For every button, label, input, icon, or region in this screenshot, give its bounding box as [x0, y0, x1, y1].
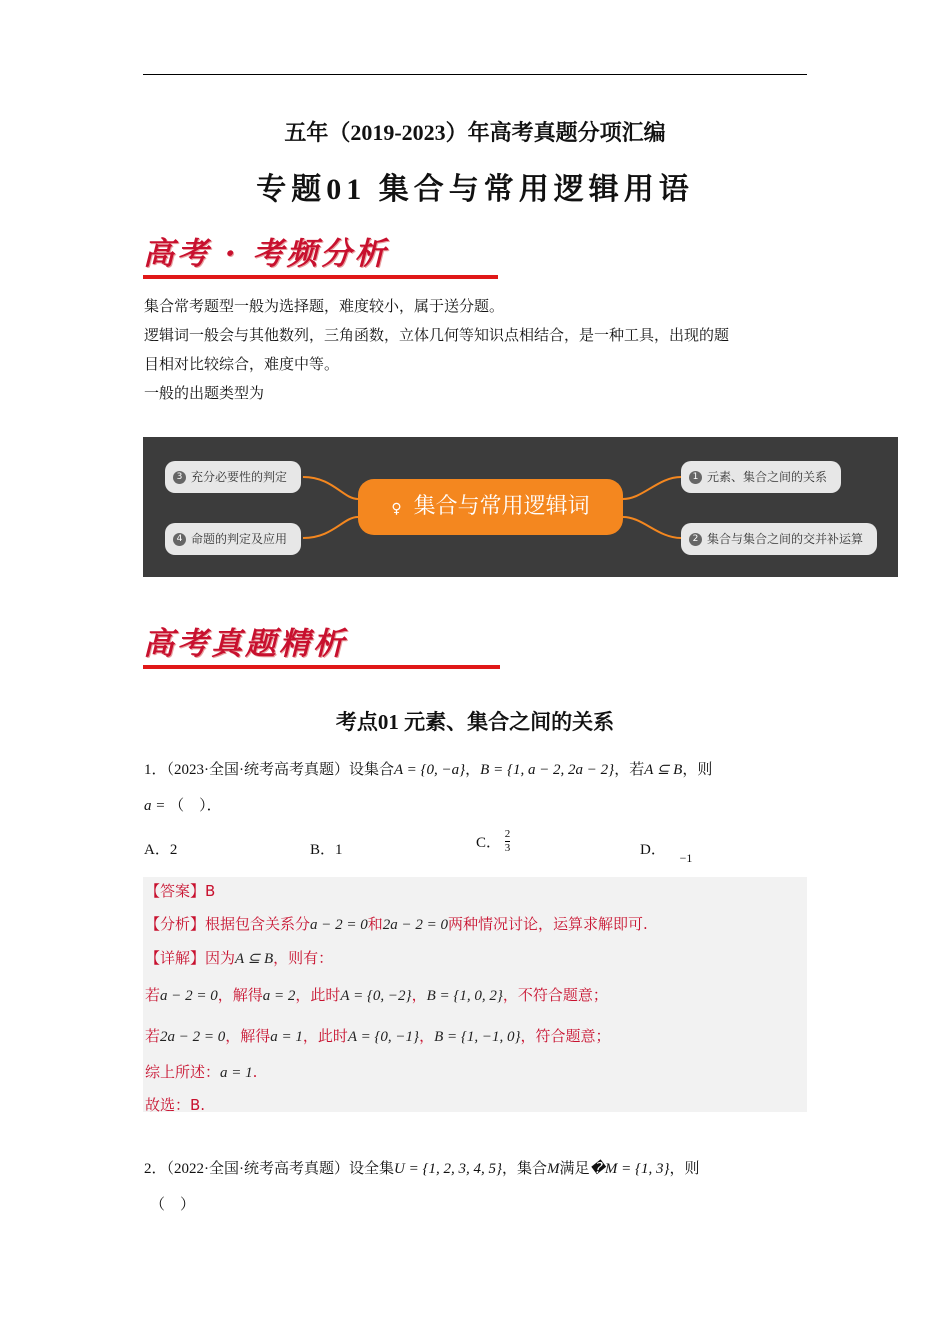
- mindmap: [143, 437, 898, 577]
- intro-line: 集合常考题型一般为选择题，难度较小，属于送分题。: [144, 297, 505, 315]
- answer-text: 故选：B.: [145, 1096, 206, 1114]
- answer-text: 和: [367, 915, 383, 933]
- question-1-line-1: [144, 758, 712, 779]
- intro-line: 一般的出题类型为: [144, 384, 265, 402]
- analysis-line: [145, 913, 648, 934]
- question-text: 1．（2023·全国·统考高考真题）设集合: [144, 762, 394, 778]
- mindmap-node-4: [165, 523, 301, 555]
- lightbulb-icon: ♀: [391, 501, 402, 517]
- intro-line: 目相对比较综合，难度中等。: [144, 355, 340, 373]
- math-expression: B = {1, 0, 2}: [426, 988, 503, 1004]
- section-frequency-label: 高考 · 考频分析: [143, 236, 389, 272]
- answer-text: 【详解】因为: [145, 949, 236, 967]
- question-2-line-2: [150, 1193, 195, 1214]
- section-exam-label: 高考真题精析: [143, 626, 347, 662]
- math-expression: A ⊆ B: [235, 951, 274, 967]
- mindmap-node-2: [681, 523, 877, 555]
- node-label: 元素、集合之间的关系: [707, 470, 828, 484]
- math-expression: M: [546, 1161, 560, 1177]
- question-text: （ ）．: [169, 798, 222, 814]
- node-label: 集合与集合之间的交并补运算: [707, 532, 864, 546]
- question-text: ，: [465, 762, 481, 778]
- option-a: [144, 838, 177, 859]
- option-c: [476, 828, 510, 855]
- node-label: 命题的判定及应用: [191, 532, 288, 546]
- math-expression: 2a − 2 = 0: [160, 1029, 226, 1045]
- answer-text: ，则有：: [273, 949, 334, 967]
- case-2-line: [145, 1025, 611, 1046]
- section-underline: [143, 665, 500, 669]
- answer-text: ，解得: [225, 1027, 271, 1045]
- answer-line: [145, 880, 215, 901]
- node-number-badge: 2: [689, 533, 702, 546]
- answer-text: ，: [411, 986, 427, 1004]
- node-number-badge: 3: [173, 471, 186, 484]
- math-expression: a = 1: [220, 1065, 253, 1081]
- math-expression: a =: [144, 798, 166, 814]
- question-1-line-2: [144, 794, 222, 815]
- answer-text: .: [252, 1063, 258, 1081]
- question-2-line-1: [144, 1157, 700, 1178]
- answer-text: 【答案】B: [145, 882, 216, 900]
- option-d: [640, 838, 693, 865]
- option-label: B．1: [310, 842, 343, 858]
- node-number-badge: 4: [173, 533, 186, 546]
- kaodian-heading: 考点01 元素、集合之间的关系: [335, 710, 615, 734]
- question-text: ，集合: [501, 1161, 547, 1177]
- section-frequency-analysis: [143, 228, 498, 279]
- mindmap-center-label: 集合与常用逻辑词: [413, 494, 590, 519]
- math-expression: a = 2: [262, 988, 296, 1004]
- answer-text: ，解得: [217, 986, 263, 1004]
- question-text: （ ）: [150, 1197, 196, 1213]
- intro-line: 逻辑词一般会与其他数列，三角函数，立体几何等知识点相结合，是一种工具，出现的题: [144, 326, 730, 344]
- mindmap-node-1: [681, 461, 841, 493]
- option-label: D．: [640, 842, 666, 858]
- question-text: ，则: [669, 1161, 700, 1177]
- math-expression: A = {0, −a}: [394, 762, 466, 778]
- answer-text: ，: [419, 1027, 435, 1045]
- math-expression: A = {0, −1}: [347, 1029, 420, 1045]
- question-text: 2．（2022·全国·统考高考真题）设全集: [144, 1161, 394, 1177]
- option-label: C．: [476, 835, 502, 851]
- answer-text: 两种情况讨论，运算求解即可.: [448, 915, 648, 933]
- math-expression: U = {1, 2, 3, 4, 5}: [394, 1161, 502, 1177]
- math-expression: B = {1, −1, 0}: [434, 1029, 521, 1045]
- detail-line: [145, 947, 333, 968]
- answer-text: 综上所述：: [145, 1063, 221, 1081]
- fraction: [505, 828, 511, 855]
- mindmap-center: [358, 479, 623, 535]
- fraction-numerator: 2: [504, 828, 511, 840]
- node-number-badge: 1: [689, 471, 702, 484]
- case-1-line: [145, 984, 608, 1005]
- math-expression: A = {0, −2}: [340, 988, 412, 1004]
- option-label: A．2: [144, 842, 178, 858]
- math-expression: 2a − 2 = 0: [382, 917, 449, 933]
- answer-text: ，此时: [302, 1027, 348, 1045]
- math-expression: �M = {1, 3}: [589, 1161, 670, 1177]
- answer-text: ，不符合题意；: [502, 986, 608, 1004]
- question-text: ，若: [614, 762, 645, 778]
- question-text: ，则: [682, 762, 713, 778]
- document-subtitle: 专题01 集合与常用逻辑用语: [256, 173, 694, 206]
- option-value: −1: [679, 851, 693, 865]
- node-label: 充分必要性的判定: [191, 470, 288, 484]
- fraction-denominator: 3: [504, 842, 511, 854]
- math-expression: A ⊆ B: [644, 762, 683, 778]
- math-expression: a − 2 = 0: [310, 917, 368, 933]
- answer-text: 若: [145, 986, 161, 1004]
- answer-text: 若: [145, 1027, 161, 1045]
- header-rule: [143, 74, 807, 75]
- answer-text: ，符合题意；: [520, 1027, 611, 1045]
- summary-line: [145, 1061, 257, 1082]
- intro-text: [144, 292, 808, 408]
- mindmap-node-3: [165, 461, 301, 493]
- document-title: 五年（2019-2023）年高考真题分项汇编: [284, 120, 666, 145]
- conclusion-line: [145, 1094, 205, 1115]
- answer-text: 【分析】根据包含关系分: [145, 915, 311, 933]
- math-expression: a = 1: [270, 1029, 303, 1045]
- section-underline: [143, 275, 498, 279]
- math-expression: a − 2 = 0: [160, 988, 218, 1004]
- section-exam-analysis: [143, 618, 500, 669]
- option-b: [310, 838, 343, 859]
- math-expression: B = {1, a − 2, 2a − 2}: [480, 762, 615, 778]
- answer-text: ，此时: [295, 986, 341, 1004]
- question-text: 满足: [559, 1161, 590, 1177]
